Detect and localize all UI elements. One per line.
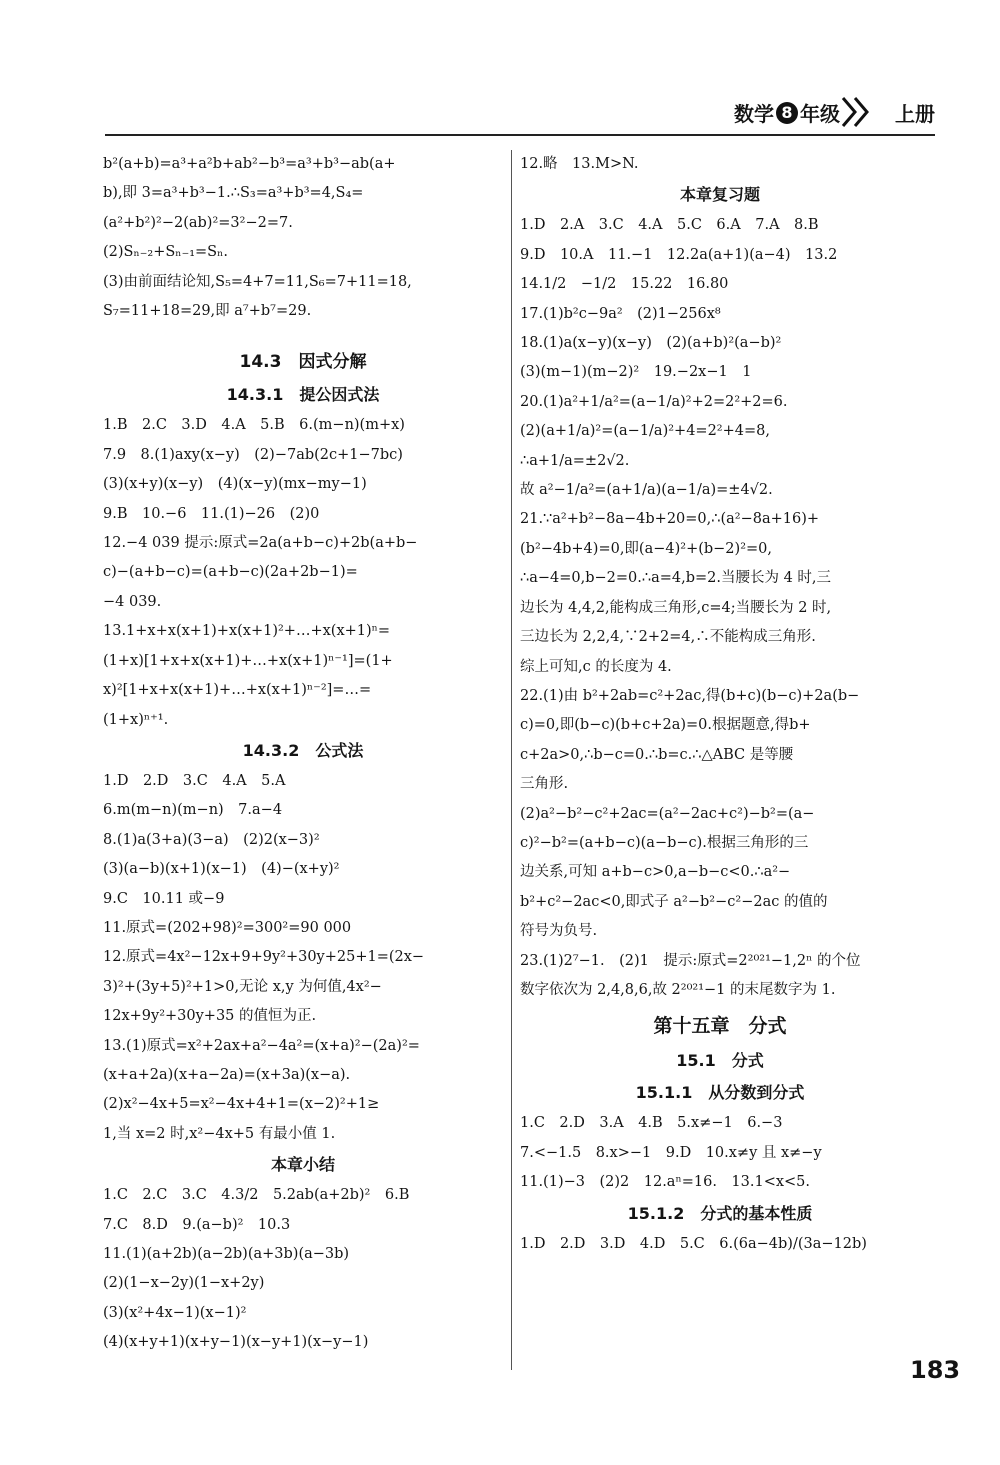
- answer-line: 综上可知,c 的长度为 4.: [520, 658, 672, 675]
- header-rule: [105, 134, 935, 136]
- section-heading: 15.1.1 从分数到分式: [635, 1083, 805, 1103]
- answer-line: x)²[1+x+x(x+1)+…+x(x+1)ⁿ⁻²]=…=: [103, 682, 372, 699]
- answer-line: (3)(x²+4x−1)(x−1)²: [103, 1304, 247, 1321]
- answer-line: (x+a+2a)(x+a−2a)=(x+3a)(x−a).: [103, 1066, 351, 1083]
- answer-line: 边长为 4,4,2,能构成三角形,c=4;当腰长为 2 时,: [520, 599, 832, 616]
- answer-line: (3)(m−1)(m−2)² 19.−2x−1 1: [520, 364, 752, 381]
- answer-line: (a²+b²)²−2(ab)²=3²−2=7.: [103, 214, 293, 231]
- answer-line: 21.∵a²+b²−8a−4b+20=0,∴(a²−8a+16)+: [520, 511, 820, 528]
- answer-line: 9.B 10.−6 11.(1)−26 (2)0: [103, 505, 320, 522]
- answer-line: 1,当 x=2 时,x²−4x+5 有最小值 1.: [103, 1125, 336, 1142]
- right-column: [520, 150, 920, 1259]
- answer-line: 9.D 10.A 11.−1 12.2a(a+1)(a−4) 13.2: [520, 246, 838, 263]
- grade-badge: 8: [776, 102, 798, 124]
- answer-line: 1.B 2.C 3.D 4.A 5.B 6.(m−n)(m+x): [103, 417, 405, 434]
- answer-line: 三角形.: [520, 776, 569, 793]
- answer-line: ∴a−4=0,b−2=0.∴a=4,b=2.当腰长为 4 时,三: [520, 570, 832, 587]
- section-heading: 14.3.1 提公因式法: [226, 385, 380, 405]
- answer-line: 1.C 2.C 3.C 4.3/2 5.2ab(a+2b)² 6.B: [103, 1187, 410, 1204]
- answer-line: (2)Sₙ₋₂+Sₙ₋₁=Sₙ.: [103, 244, 228, 261]
- answer-line: (1+x)[1+x+x(x+1)+…+x(x+1)ⁿ⁻¹]=(1+: [103, 652, 393, 669]
- spacer: [103, 326, 503, 342]
- answer-line: 11.原式=(202+98)²=300²=90 000: [103, 919, 352, 936]
- answer-line: b),即 3=a³+b³−1.∴S₃=a³+b³=4,S₄=: [103, 185, 364, 202]
- answer-line: 符号为负号.: [520, 923, 598, 940]
- answer-line: 12.略 13.M>N.: [520, 156, 639, 172]
- answer-line: 6.m(m−n)(m−n) 7.a−4: [103, 802, 283, 819]
- answer-line: (b²−4b+4)=0,即(a−4)²+(b−2)²=0,: [520, 540, 772, 557]
- answer-line: (3)(x+y)(x−y) (4)(x−y)(mx−my−1): [103, 476, 367, 493]
- answer-line: 1.C 2.D 3.A 4.B 5.x≠−1 6.−3: [520, 1115, 783, 1132]
- answer-line: 12x+9y²+30y+35 的值恒为正.: [103, 1008, 317, 1025]
- answer-line: 8.(1)a(3+a)(3−a) (2)2(x−3)²: [103, 831, 320, 848]
- answer-line: 18.(1)a(x−y)(x−y) (2)(a+b)²(a−b)²: [520, 335, 782, 352]
- grade-label: 年级: [800, 102, 840, 126]
- answer-line: c)²−b²=(a+b−c)(a−b−c).根据三角形的三: [520, 834, 809, 851]
- answer-line: 边关系,可知 a+b−c>0,a−b−c<0.∴a²−: [520, 864, 791, 881]
- answer-line: (4)(x+y+1)(x+y−1)(x−y+1)(x−y−1): [103, 1334, 369, 1351]
- section-heading: 14.3.2 公式法: [242, 740, 364, 760]
- answer-line: S₇=11+18=29,即 a⁷+b⁷=29.: [103, 303, 312, 320]
- subject-label: 数学: [734, 102, 774, 126]
- answer-line: 11.(1)−3 (2)2 12.aⁿ=16. 13.1<x<5.: [520, 1174, 811, 1191]
- answer-line: −4 039.: [103, 593, 162, 610]
- answer-line: 12.−4 039 提示:原式=2a(a+b−c)+2b(a+b−: [103, 535, 418, 552]
- answer-line: 7.9 8.(1)axy(x−y) (2)−7ab(2c+1−7bc): [103, 446, 403, 463]
- watermark-logo: [820, 1400, 990, 1450]
- answer-line: c)−(a+b−c)=(a+b−c)(2a+2b−1)=: [103, 564, 358, 581]
- answer-line: 1.D 2.D 3.C 4.A 5.A: [103, 772, 286, 789]
- answer-line: 3)²+(3y+5)²+1>0,无论 x,y 为何值,4x²−: [103, 978, 382, 995]
- answer-line: (1+x)ⁿ⁺¹.: [103, 711, 169, 728]
- answer-line: b²(a+b)=a³+a²b+ab²−b³=a³+b³−ab(a+: [103, 156, 396, 172]
- section-heading: 15.1 分式: [676, 1051, 764, 1071]
- answer-line: (2)a²−b²−c²+2ac=(a²−2ac+c²)−b²=(a−: [520, 805, 815, 822]
- answer-line: (2)x²−4x+5=x²−4x+4+1=(x−2)²+1≥: [103, 1096, 380, 1113]
- section-heading: 第十五章 分式: [653, 1015, 787, 1038]
- answer-line: 12.原式=4x²−12x+9+9y²+30y+25+1=(2x−: [103, 949, 425, 966]
- answer-line: 7.C 8.D 9.(a−b)² 10.3: [103, 1216, 291, 1233]
- answer-line: 13.1+x+x(x+1)+x(x+1)²+…+x(x+1)ⁿ=: [103, 623, 391, 640]
- book-title: [734, 98, 840, 127]
- page-number: 183: [910, 1356, 961, 1384]
- volume-label: 上册: [895, 102, 935, 126]
- answer-line: 1.D 2.D 3.D 4.D 5.C 6.(6a−4b)/(3a−12b): [520, 1235, 867, 1252]
- answer-line: 23.(1)2⁷−1. (2)1 提示:原式=2²⁰²¹−1,2ⁿ 的个位: [520, 952, 861, 969]
- answer-line: 数字依次为 2,4,8,6,故 2²⁰²¹−1 的末尾数字为 1.: [520, 981, 836, 998]
- column-divider: [511, 150, 512, 1370]
- answer-line: 1.D 2.A 3.C 4.A 5.C 6.A 7.A 8.B: [520, 217, 819, 234]
- answer-line: (3)(a−b)(x+1)(x−1) (4)−(x+y)²: [103, 861, 340, 878]
- answer-line: (3)由前面结论知,S₅=4+7=11,S₆=7+11=18,: [103, 273, 412, 290]
- section-heading: 本章复习题: [679, 185, 760, 205]
- answer-line: 20.(1)a²+1/a²=(a−1/a)²+2=2²+2=6.: [520, 393, 788, 410]
- section-heading: 14.3 因式分解: [239, 352, 367, 373]
- double-chevron-icon: [839, 92, 873, 132]
- answer-line: 三边长为 2,2,4,∵2+2=4,∴不能构成三角形.: [520, 629, 816, 646]
- answer-line: (2)(a+1/a)²=(a−1/a)²+4=2²+4=8,: [520, 423, 770, 440]
- answer-line: 13.(1)原式=x²+2ax+a²−4a²=(x+a)²−(2a)²=: [103, 1037, 420, 1054]
- answer-line: 9.C 10.11 或−9: [103, 890, 225, 907]
- answer-line: b²+c²−2ac<0,即式子 a²−b²−c²−2ac 的值的: [520, 893, 828, 910]
- left-column: [103, 150, 503, 1358]
- answer-line: c+2a>0,∴b−c=0.∴b=c.∴△ABC 是等腰: [520, 746, 794, 763]
- answer-line: ∴a+1/a=±2√2.: [520, 452, 630, 469]
- answer-line: c)=0,即(b−c)(b+c+2a)=0.根据题意,得b+: [520, 717, 811, 734]
- answer-line: 7.<−1.5 8.x>−1 9.D 10.x≠y 且 x≠−y: [520, 1144, 822, 1161]
- section-heading: 本章小结: [270, 1155, 335, 1175]
- answer-line: 14.1/2 −1/2 15.22 16.80: [520, 276, 729, 293]
- answer-line: 故 a²−1/a²=(a+1/a)(a−1/a)=±4√2.: [520, 482, 773, 499]
- answer-line: (2)(1−x−2y)(1−x+2y): [103, 1275, 265, 1292]
- answer-line: 17.(1)b²c−9a² (2)1−256x⁸: [520, 305, 721, 322]
- answer-line: 11.(1)(a+2b)(a−2b)(a+3b)(a−3b): [103, 1246, 350, 1262]
- section-heading: 15.1.2 分式的基本性质: [627, 1203, 813, 1223]
- page-header: [105, 86, 935, 136]
- answer-line: 22.(1)由 b²+2ab=c²+2ac,得(b+c)(b−c)+2a(b−: [520, 687, 860, 704]
